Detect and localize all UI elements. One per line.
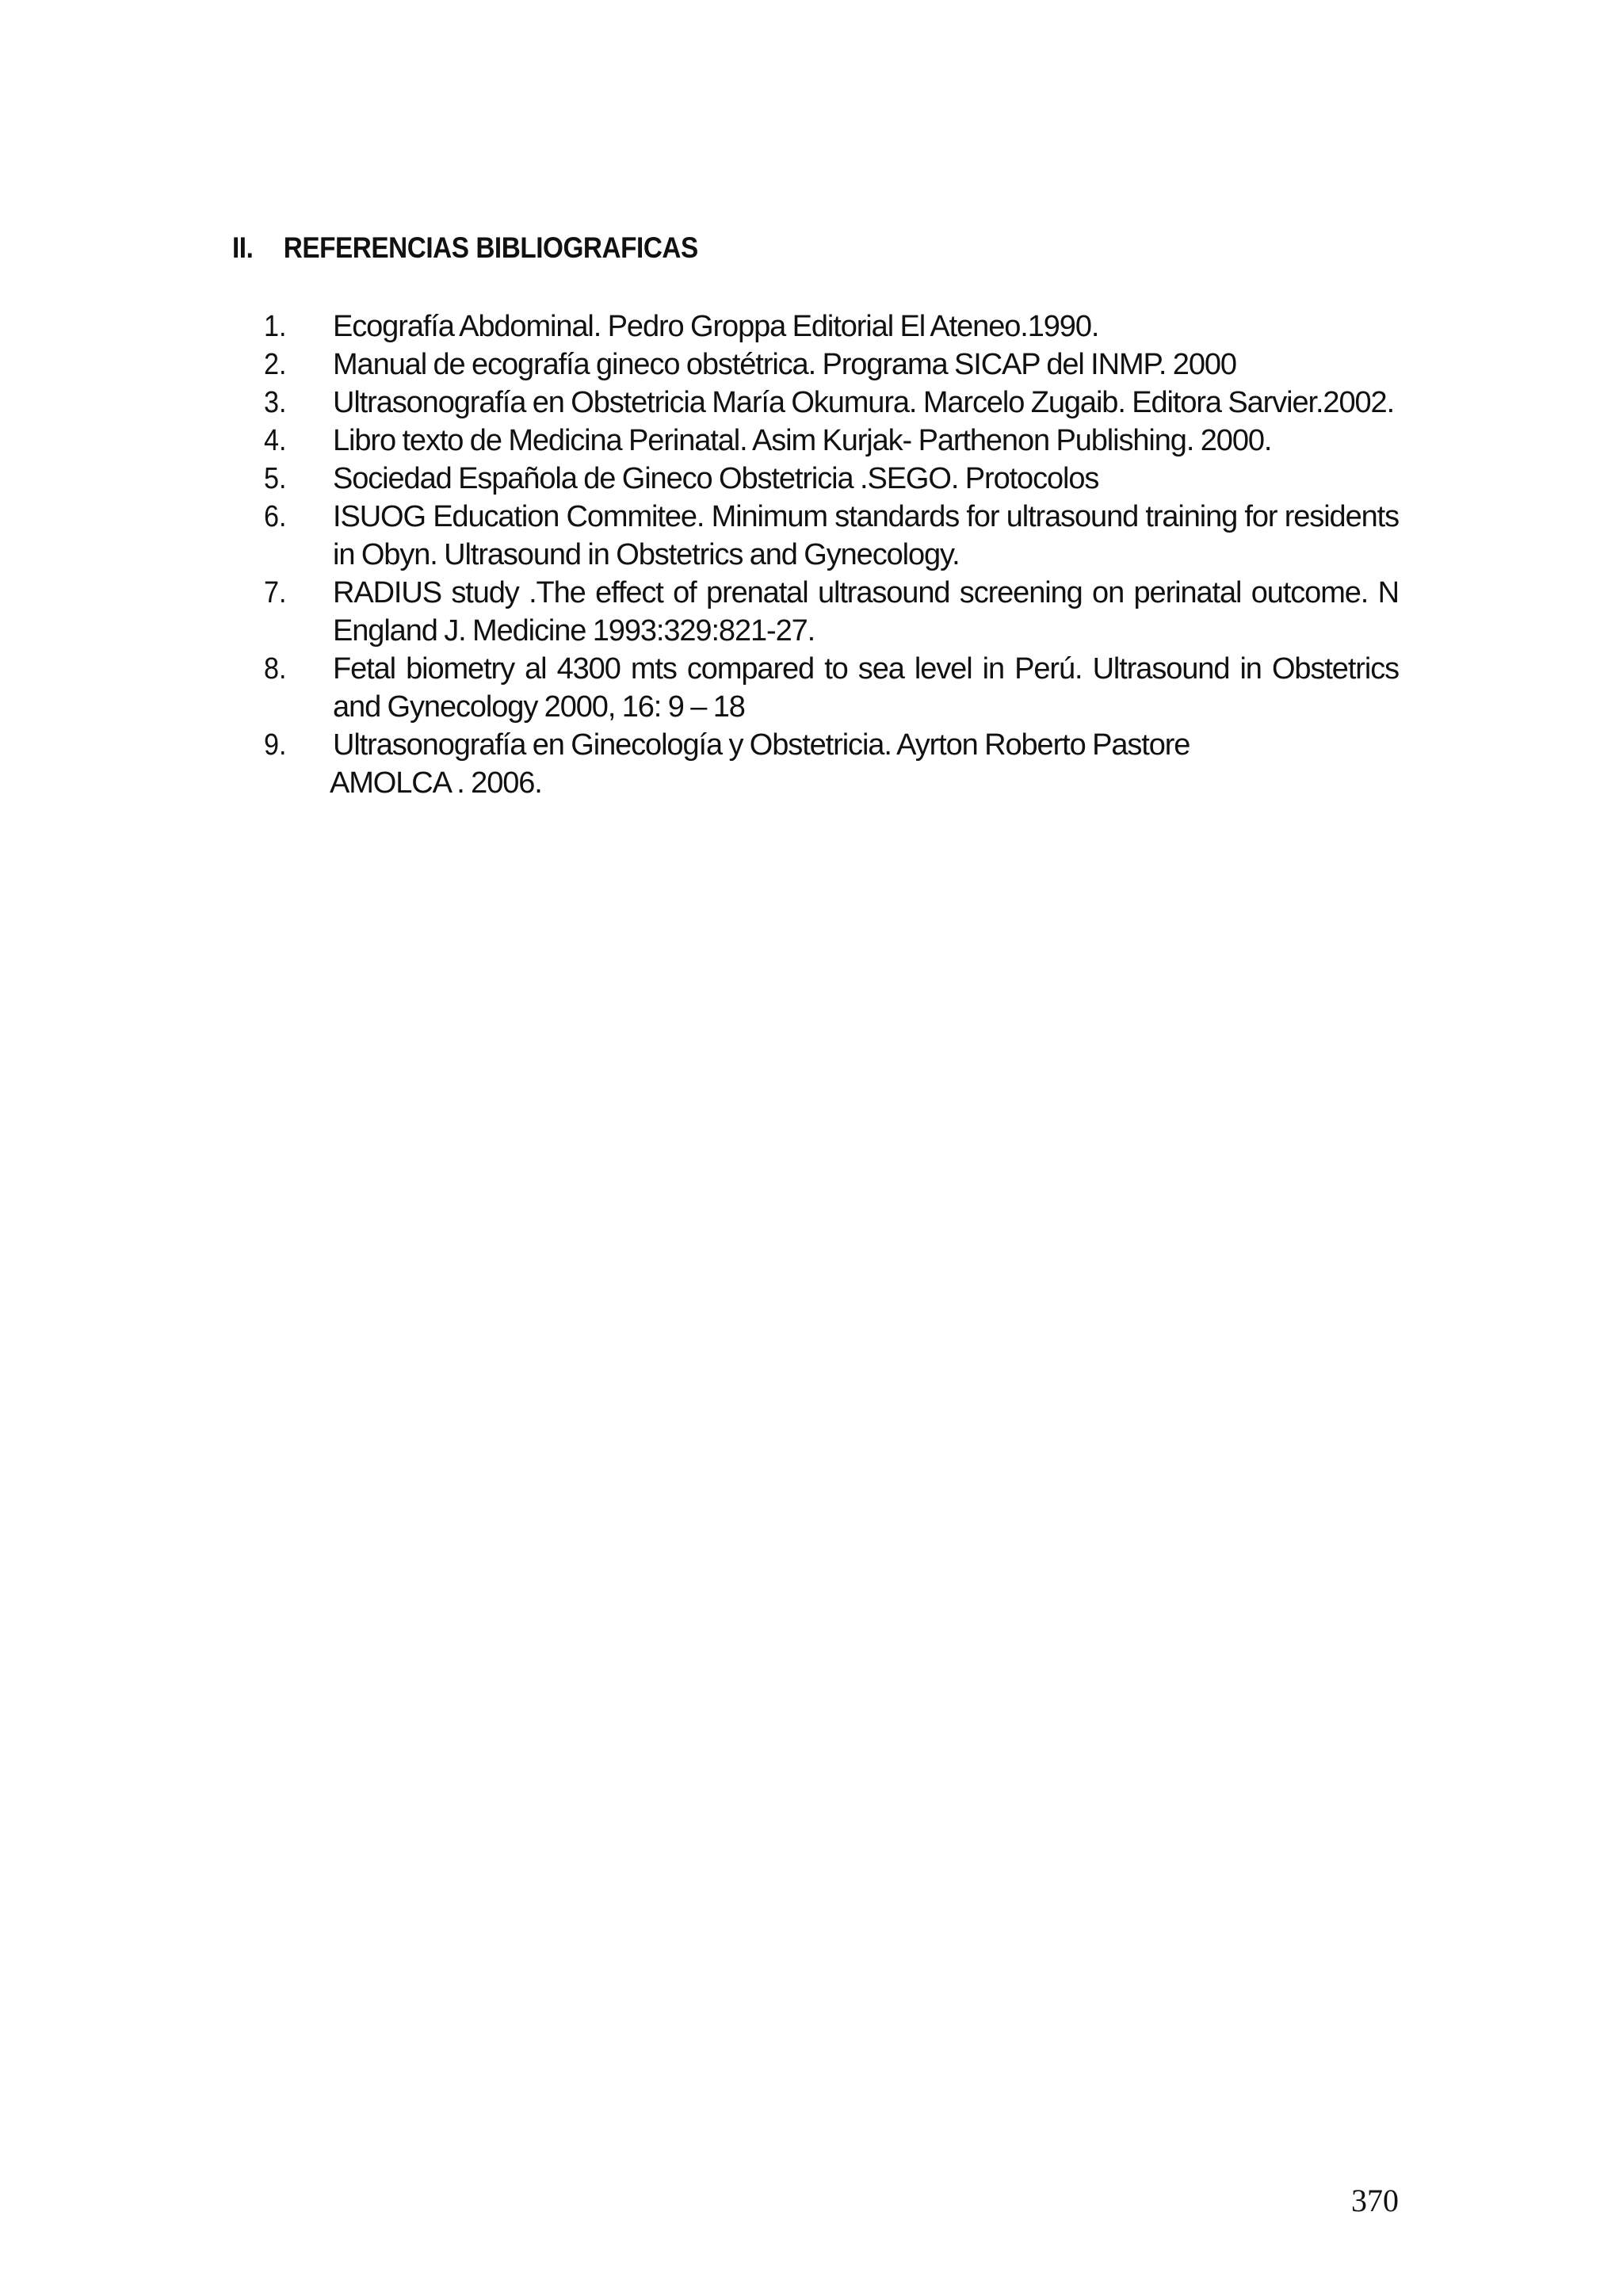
reference-text-line: Ultrasonografía en Ginecología y Obstetricia. Ayrton Roberto Pastore (333, 728, 1190, 762)
reference-item (264, 498, 1399, 574)
reference-text: Ultrasonografía en Obstetricia María Okumura. Marcelo Zugaib. Editora Sarvier.2002. (333, 386, 1395, 419)
reference-text: Fetal biometry al 4300 mts compared to sea level in Perú. Ultrasound in Obstetrics and Gynecology 2000, 16: 9 – 18 (333, 652, 1399, 724)
reference-item (264, 384, 1399, 422)
reference-number: 9. (264, 728, 287, 762)
reference-item (264, 422, 1399, 460)
reference-text: Ecografía Abdominal. Pedro Groppa Editorial El Ateneo.1990. (333, 310, 1099, 343)
reference-number: 4. (264, 424, 287, 457)
reference-text: RADIUS study .The effect of prenatal ultrasound screening on perinatal outcome. N England J. Medicine 1993:329:821-27. (333, 576, 1399, 648)
section-heading (232, 231, 698, 265)
reference-number: 7. (264, 576, 287, 609)
reference-text (330, 726, 1399, 802)
reference-item (264, 650, 1399, 726)
section-number: II. (232, 231, 254, 264)
reference-number: 2. (264, 348, 287, 381)
reference-number: 8. (264, 652, 287, 686)
reference-text: Sociedad Española de Gineco Obstetricia .SEGO. Protocolos (333, 462, 1099, 495)
reference-text: Libro texto de Medicina Perinatal. Asim Kurjak- Parthenon Publishing. 2000. (333, 424, 1272, 457)
reference-number: 1. (264, 310, 287, 343)
reference-item (264, 574, 1399, 650)
reference-item (264, 346, 1399, 384)
reference-number: 3. (264, 386, 287, 419)
reference-item (264, 460, 1399, 498)
page-number: 370 (1351, 2183, 1399, 2218)
reference-text: Manual de ecografía gineco obstétrica. Programa SICAP del INMP. 2000 (333, 348, 1236, 381)
reference-text-line: AMOLCA . 2006. (330, 766, 542, 800)
reference-number: 5. (264, 462, 287, 495)
reference-number: 6. (264, 500, 287, 533)
section-title: REFERENCIAS BIBLIOGRAFICAS (283, 231, 698, 264)
reference-list (264, 308, 1399, 802)
reference-text: ISUOG Education Commitee. Minimum standards for ultrasound training for residents in Obyn. Ultrasound in Obstetrics and Gynecology. (333, 500, 1399, 571)
reference-item (264, 726, 1399, 802)
reference-item (264, 308, 1399, 346)
